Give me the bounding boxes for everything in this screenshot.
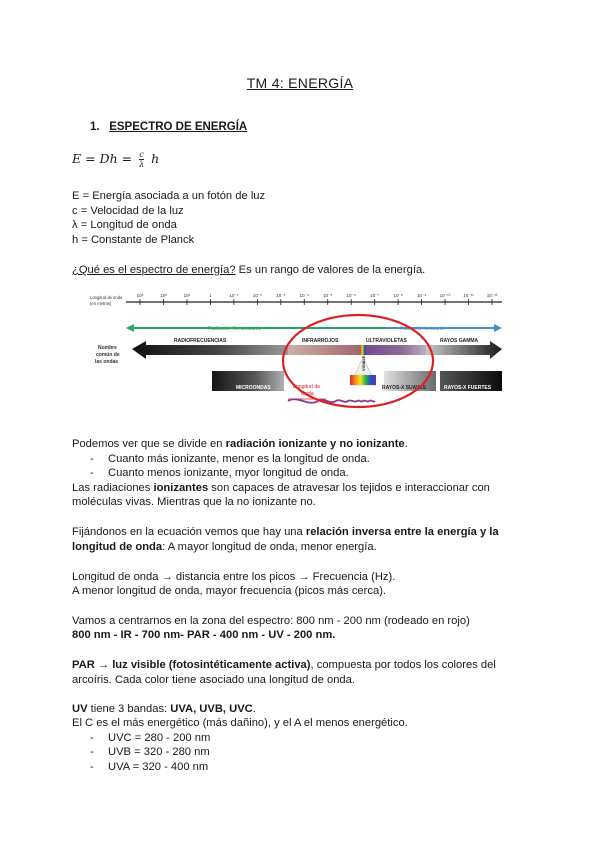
ruler-tick-label: 10⁻¹¹ <box>463 293 474 298</box>
paragraph-uv <box>72 702 256 717</box>
p1-bold: radiación ionizante y no ionizante <box>225 438 405 450</box>
section-label: ESPECTRO DE ENERGÍA <box>109 121 248 133</box>
list-item: - Cuanto menos ionizante, myor longitud de onda. <box>90 467 349 479</box>
formula-rhs: h <box>151 151 160 166</box>
formula-numerator: c <box>139 150 144 159</box>
ruler-ticks <box>137 293 498 305</box>
question-line <box>72 263 425 278</box>
list-item: - UVA = 320 - 400 nm <box>90 760 209 773</box>
list-item-text: Cuanto más ionizante, menor es la longitud de onda. <box>108 452 370 465</box>
list-item-text: Cuanto menos ionizante, myor longitud de onda. <box>108 467 349 479</box>
ruler-tick-label: 10⁻¹⁰ <box>439 293 451 298</box>
ruler-tick-label: 10¹ <box>183 293 191 298</box>
ruler-tick-label: 10⁻² <box>252 293 262 298</box>
p7-bold-bands: UVA, UVB, UVC <box>170 702 253 715</box>
p1-end: . <box>404 438 408 450</box>
p6-bold: PAR → luz visible (fotosintéticamente activa) <box>72 659 311 671</box>
longitud-onda-label-1: Longitud de <box>293 384 321 390</box>
ionizing-arrowhead <box>494 324 502 332</box>
formula-fraction <box>139 150 144 169</box>
non-ionizing-arrowhead <box>126 324 134 332</box>
common-name-3: las ondas <box>95 359 119 365</box>
list-item: - UVC = 280 - 200 nm <box>90 731 211 744</box>
p3-bold-2: longitud de onda <box>72 540 163 553</box>
paragraph-wavelength: Longitud de onda → distancia entre los picos → Frecuencia (Hz). <box>72 570 396 583</box>
paragraph-wavelength-line2: A menor longitud de onda, mayor frecuencia (picos más cerca). <box>72 585 387 597</box>
formula-denominator: λ <box>139 160 145 169</box>
paragraph-ionizing <box>72 481 490 496</box>
non-ionizing-label: Radiación No ionizante <box>208 326 262 332</box>
p2-rest: son capaces de atravesar los tejidos e interaccionar con <box>208 481 490 494</box>
visible-label: VISIBLE <box>361 355 366 371</box>
definition-h: h = Constante de Planck <box>72 233 195 246</box>
list-item-text: UVC = 280 - 200 nm <box>108 731 211 744</box>
ruler-tick-label: 10⁻⁹ <box>416 293 427 298</box>
ruler-tick-label: 10³ <box>136 293 144 298</box>
paragraph-zone-bands: 800 nm - IR - 700 nm- PAR - 400 nm - UV - 200 nm. <box>72 629 336 641</box>
ruler-tick-label: 1 <box>209 293 212 298</box>
paragraph-uv-line2: El C es el más energético (más dañino), y el A el menos energético. <box>72 717 408 729</box>
list-item: - UVB = 320 - 280 nm <box>90 746 210 758</box>
section-heading <box>90 121 247 133</box>
infrarrojos-band <box>288 345 362 355</box>
p7-end: . <box>252 702 256 715</box>
definition-e: E = Energía asociada a un fotón de luz <box>72 190 266 202</box>
visible-spectrum <box>350 375 376 385</box>
definition-lambda: λ = Longitud de onda <box>72 219 177 231</box>
ruler-tick-label: 10⁻³ <box>276 293 286 298</box>
ultravioletas-band <box>366 345 426 355</box>
p2-bold: ionizantes <box>153 481 209 494</box>
p3-bold: relación inversa entre la energía y la <box>305 526 499 538</box>
infrarrojos-label: INFRARROJOS <box>302 338 339 344</box>
energy-formula <box>72 150 159 169</box>
ruler-tick-label: 10⁻⁶ <box>346 293 356 298</box>
ultravioletas-label: ULTRAVIOLETAS <box>366 338 407 344</box>
ruler-tick-label: 10⁻⁷ <box>370 293 380 298</box>
ruler-tick-label: 10² <box>160 293 167 298</box>
visible-strip <box>360 345 366 355</box>
p7-bold-uv: UV <box>72 702 88 715</box>
p7-text: tiene 3 bandas: <box>87 702 171 715</box>
list-item-text: UVA = 320 - 400 nm <box>108 760 209 773</box>
paragraph-equation <box>72 525 499 540</box>
p3-rest: : A mayor longitud de onda, menor energía. <box>162 540 377 553</box>
rayos-x-suaves-label: RAYOS-X SUAVES <box>382 385 426 391</box>
ruler-tick-label: 10⁻⁸ <box>393 293 403 298</box>
p3-text: Fijándonos en la ecuación vemos que hay una <box>72 526 306 538</box>
formula-lhs: E = Dh = <box>72 151 133 166</box>
paragraph-zone: Vamos a centrarnos en la zona del espectro: 800 nm - 200 nm (rodeado en rojo) <box>72 614 470 627</box>
common-name-1: Nombre <box>98 345 117 351</box>
radiofrecuencias-label: RADIOFRECUENCIAS <box>174 338 227 344</box>
paragraph-equation-line2 <box>72 540 377 555</box>
longitud-onda-label-2: Onda <box>301 391 314 397</box>
rayos-gamma-label: RAYOS GAMMA <box>440 338 479 344</box>
definition-c: c = Velocidad de la luz <box>72 204 184 217</box>
question-text: ¿Qué es el espectro de energía? <box>72 264 236 276</box>
list-item: - Cuanto más ionizante, menor es la longitud de onda. <box>90 452 370 465</box>
microondas-label: MICROONDAS <box>236 385 271 391</box>
ruler-tick-label: 10⁻⁴ <box>299 293 310 298</box>
wave-line <box>288 399 375 402</box>
ruler-unit: (en metros) <box>90 301 112 306</box>
question-answer: Es un rango de valores de la energía. <box>235 264 426 276</box>
ruler-label: Longitud de onda <box>90 295 123 300</box>
list-item-text: UVB = 320 - 280 nm <box>108 746 210 758</box>
paragraph-division <box>72 437 408 452</box>
spectrum-figure <box>88 291 504 415</box>
rayos-x-fuertes-label: RAYOS-X FUERTES <box>444 385 492 391</box>
p6-text: , compuesta por todos los colores del <box>310 659 496 671</box>
page-title: TM 4: ENERGÍA <box>246 75 354 91</box>
common-name-2: común de <box>96 352 120 358</box>
paragraph-ionizing-line2: moléculas vivas. Mientras que la no ionizante no. <box>72 496 316 508</box>
ionizing-label: Radiación ionizante <box>400 326 446 332</box>
ruler-tick-label: 10⁻¹² <box>486 293 498 298</box>
section-number: 1. <box>90 121 100 133</box>
paragraph-par-line2: arcoíris. Cada color tiene asociado una longitud de onda. <box>72 673 355 686</box>
p1-text: Podemos ver que se divide en <box>72 438 226 450</box>
ruler-tick-label: 10⁻⁵ <box>323 293 333 298</box>
paragraph-par <box>72 658 496 673</box>
ruler-tick-label: 10⁻¹ <box>229 293 239 298</box>
p2-text: Las radiaciones <box>72 481 154 494</box>
